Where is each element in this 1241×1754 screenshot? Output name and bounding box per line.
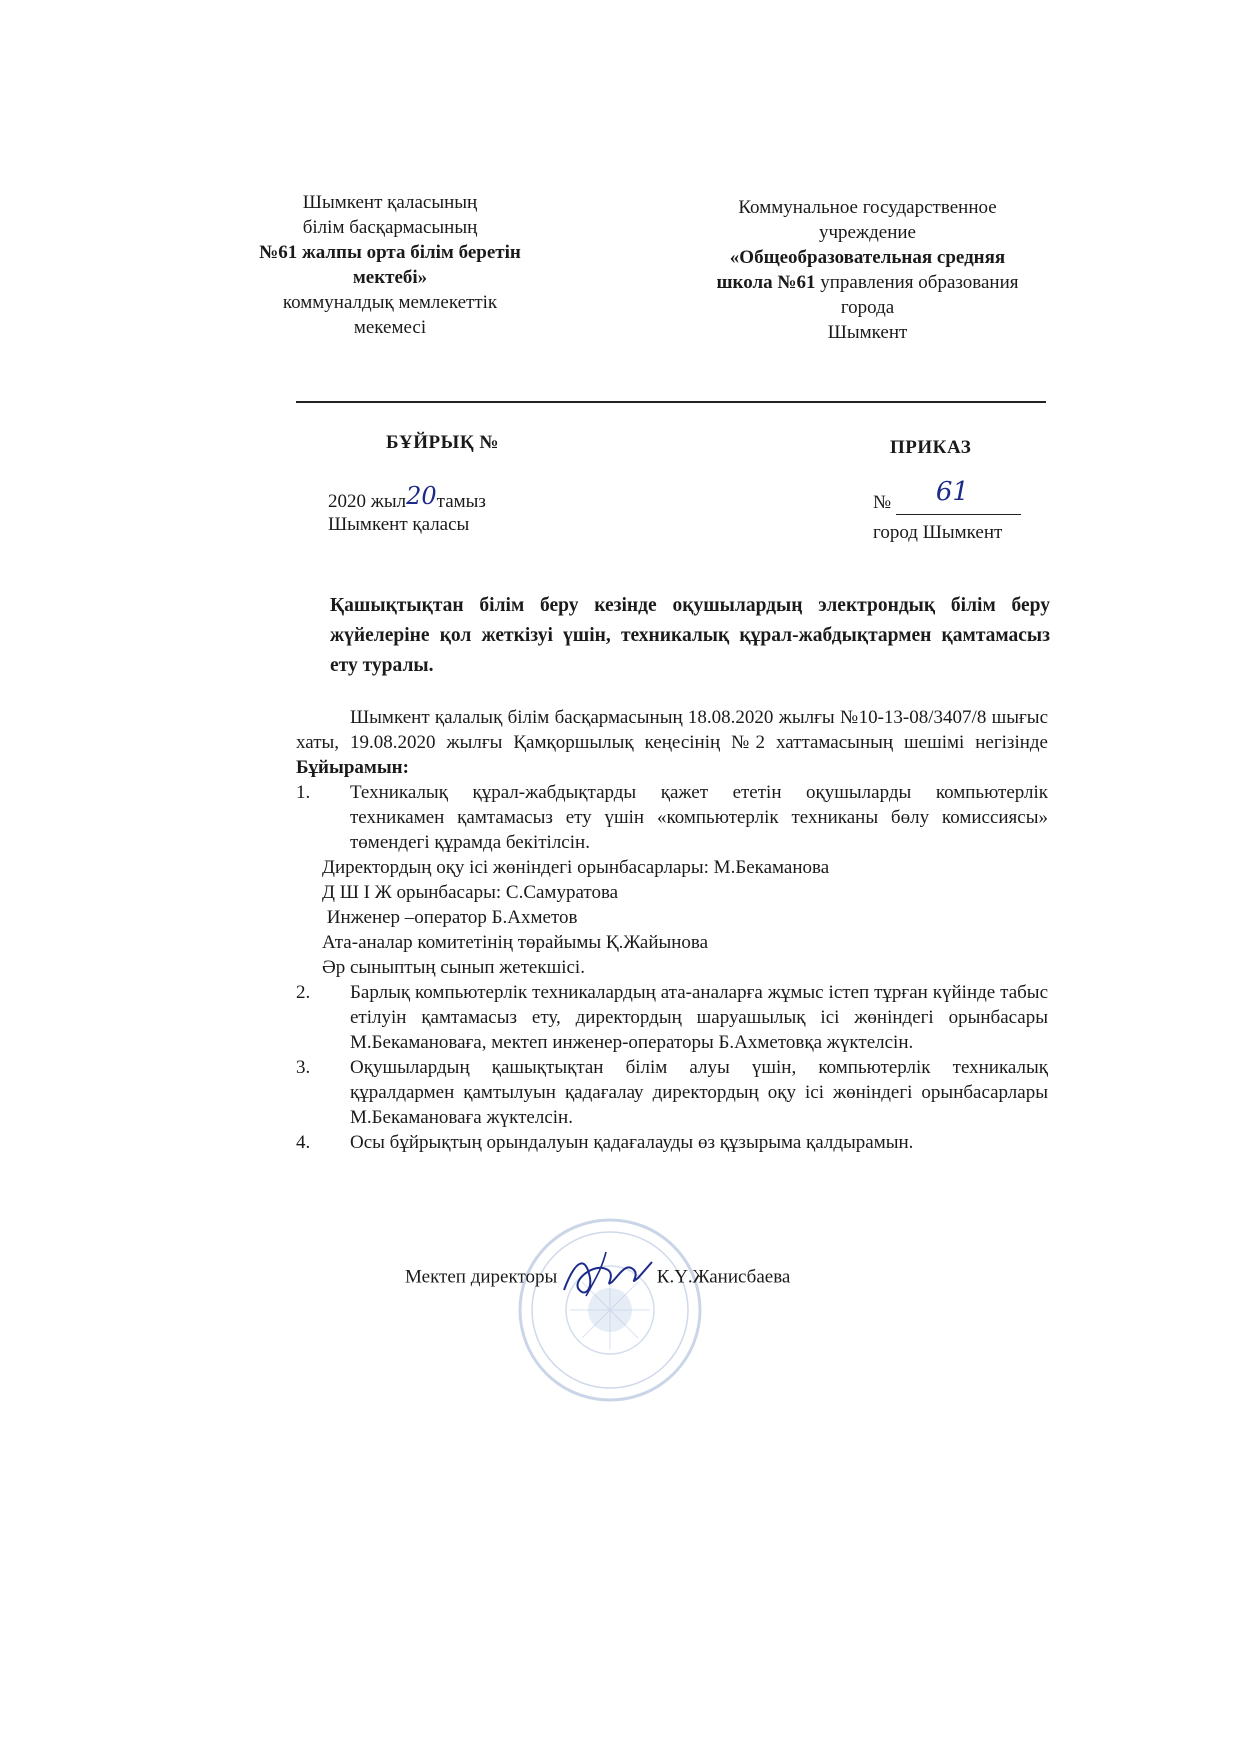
list-item (296, 780, 1048, 855)
list-item (296, 1055, 1048, 1130)
date-year: 2020 жыл (328, 491, 407, 512)
header-kz-line4: мектебі» (352, 267, 428, 288)
number-prefix: № (873, 492, 892, 513)
document-title: Қашықтықтан білім беру кезінде оқушылардың электрондық білім беру жүйелеріне қол жеткізуі үшін, техникалық құрал-жабдықтармен қамтамасыз ету туралы. (330, 595, 1050, 676)
item-text: Оқушылардың қашықтықтан білім алуы үшін, компьютерлік техникалық құралдармен қамтылуын қадағалау директордың оқу ісі жөніндегі орынбасарлары М.Бекамановаға жүктелсін. (350, 1057, 1048, 1128)
header-ru-line2: учреждение (819, 222, 916, 243)
commission-member: Директордың оқу ісі жөніндегі орынбасарлары: М.Бекаманова (322, 857, 830, 878)
official-seal-icon (515, 1215, 705, 1405)
commission-member: Инженер –оператор Б.Ахметов (322, 907, 578, 928)
header-ru-line5: города (840, 297, 895, 318)
header-kz-line6: мекемесі (353, 317, 427, 338)
header-kz-line5: коммуналдық мемлекеттік (282, 292, 498, 313)
order-date-kz (328, 482, 486, 514)
header-ru-line1: Коммунальное государственное (738, 197, 997, 218)
signature-position: Мектеп директоры (405, 1266, 558, 1288)
commission-member: Ата-аналар комитетінің төрайымы Қ.Жайынова (322, 932, 709, 953)
header-ru-line6: Шымкент (827, 322, 908, 343)
commission-member: Д Ш І Ж орынбасары: С.Самуратова (322, 882, 619, 903)
item-number: 2. (296, 982, 311, 1003)
signature-name: К.Ү.Жанисбаева (656, 1266, 791, 1288)
item-number: 4. (296, 1132, 311, 1153)
header-kz-line1: Шымкент қаласының (302, 192, 478, 213)
header-ru-line4 (670, 270, 1065, 295)
header-ru-line3: «Общеобразовательная средняя (729, 247, 1006, 268)
header-kz-line3: №61 жалпы орта білім беретін (259, 242, 521, 263)
header-russian (670, 195, 1065, 345)
item-number: 3. (296, 1057, 311, 1078)
header-divider (296, 401, 1046, 403)
signature-line (405, 1248, 790, 1308)
number-handwritten: 61 (935, 477, 969, 507)
intro-bold: Бұйырамын: (296, 757, 409, 778)
header-kz-line2: білім басқармасының (302, 217, 478, 238)
intro-paragraph (296, 705, 1048, 780)
handwritten-signature-icon (556, 1248, 656, 1308)
date-month: тамыз (436, 491, 486, 512)
date-day-handwritten: 20 (406, 482, 437, 510)
item-text: Осы бұйрықтың орындалуын қадағалауды өз құзырыма қалдырамын. (350, 1132, 914, 1153)
order-label-kz: БҰЙРЫҚ № (386, 432, 499, 453)
order-city-kz: Шымкент қаласы (328, 514, 470, 535)
item-text: Барлық компьютерлік техникалардың ата-аналарға жұмыс істеп тұрған күйінде табыс етілуін қамтамасыз ету, директордың шаруашылық ісі жөніндегі орынбасары М.Бекамановаға, мектеп инженер-операторы Б.Ахметовқа жүктелсін. (350, 982, 1048, 1053)
list-item (296, 1130, 1048, 1155)
commission-member: Әр сыныптың сынып жетекшісі. (322, 957, 585, 978)
order-city-ru: город Шымкент (873, 522, 1003, 543)
header-kazakh (225, 190, 555, 340)
order-number-ru (873, 477, 1021, 515)
list-item (296, 980, 1048, 1055)
header-ru-line4-rest: управления образования (815, 272, 1019, 293)
item-text: Техникалық құрал-жабдықтарды қажет ететін оқушыларды компьютерлік техникамен қамтамасыз ету үшін «компьютерлік техниканы бөлу комиссиясы» төмендегі құрамда бекітілсін. (350, 782, 1048, 853)
document-body (296, 705, 1048, 1155)
header-ru-line4-bold: школа №61 (716, 272, 816, 293)
intro-text: Шымкент қалалық білім басқармасының 18.08.2020 жылғы №10-13-08/3407/8 шығыс хаты, 19.08.2020 жылғы Қамқоршылық кеңесінің №2 хаттамасының шешімі негізінде (296, 707, 1048, 753)
number-line (896, 477, 1021, 515)
item-number: 1. (296, 782, 311, 803)
order-label-ru: ПРИКАЗ (890, 437, 972, 458)
